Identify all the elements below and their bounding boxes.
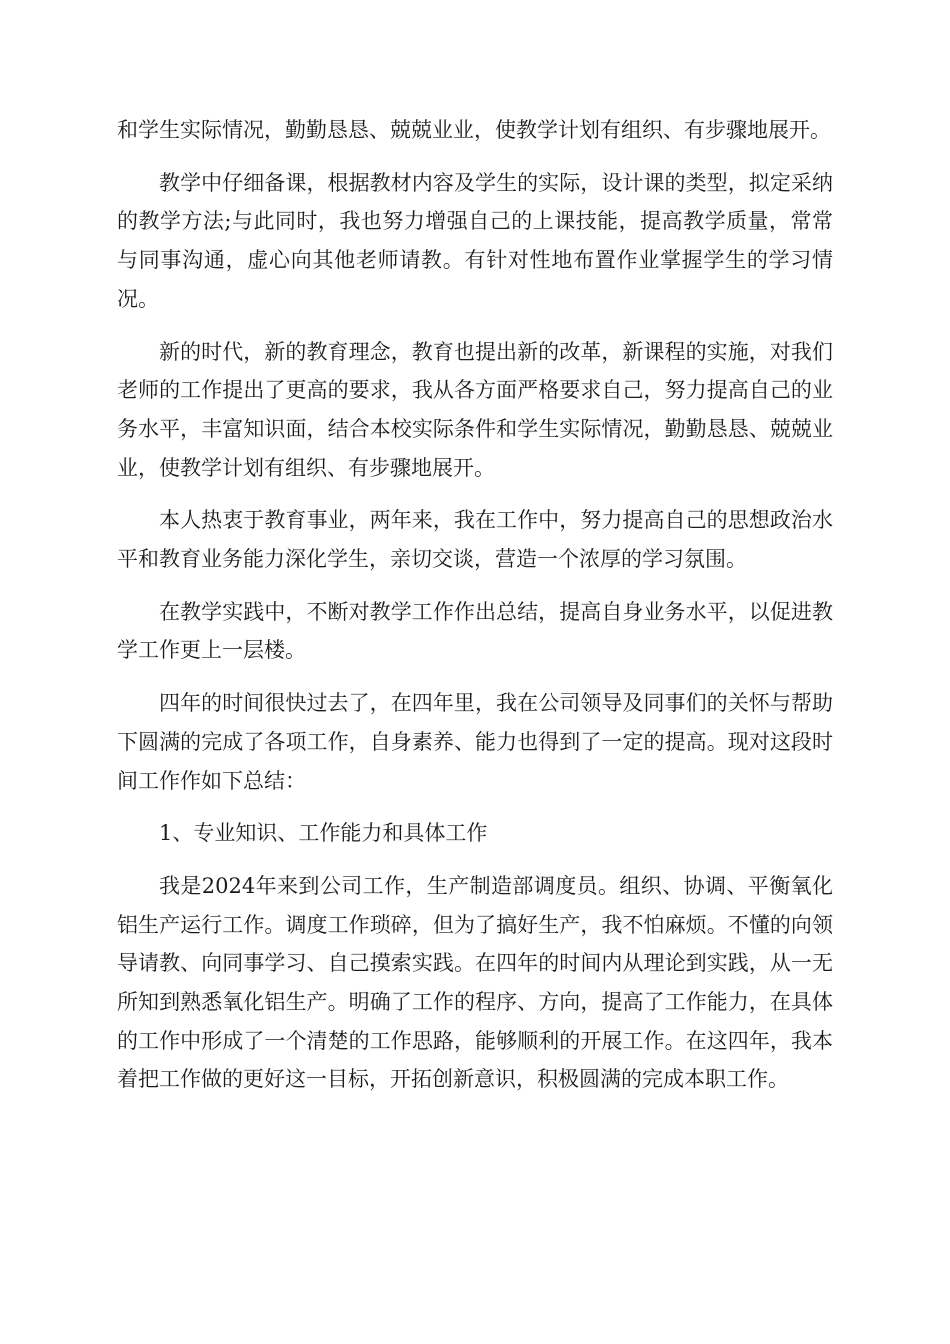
paragraph: 本人热衷于教育事业，两年来，我在工作中，努力提高自己的思想政治水平和教育业务能力深化学生，亲切交谈，营造一个浓厚的学习氛围。 (117, 508, 833, 572)
paragraph: 教学中仔细备课，根据教材内容及学生的实际，设计课的类型，拟定采纳的教学方法;与此同时，我也努力增强自己的上课技能，提高教学质量，常常与同事沟通，虚心向其他老师请教。有针对性地布置作业掌握学生的学习情况。 (117, 170, 833, 311)
paragraph: 新的时代，新的教育理念，教育也提出新的改革，新课程的实施，对我们老师的工作提出了更高的要求，我从各方面严格要求自己，努力提高自己的业务水平，丰富知识面，结合本校实际条件和学生实际情况，勤勤恳恳、兢兢业业，使教学计划有组织、有步骤地展开。 (117, 339, 833, 480)
document-body (117, 111, 833, 1113)
paragraph: 四年的时间很快过去了，在四年里，我在公司领导及同事们的关怀与帮助下圆满的完成了各项工作，自身素养、能力也得到了一定的提高。现对这段时间工作作如下总结： (117, 691, 833, 793)
section-heading: 1、专业知识、工作能力和具体工作 (159, 821, 488, 846)
paragraph: 在教学实践中，不断对教学工作作出总结，提高自身业务水平，以促进教学工作更上一层楼。 (117, 599, 833, 663)
paragraph: 我是2024年来到公司工作，生产制造部调度员。组织、协调、平衡氧化铝生产运行工作。调度工作琐碎，但为了搞好生产，我不怕麻烦。不懂的向领导请教、向同事学习、自己摸索实践。在四年的时间内从理论到实践，从一无所知到熟悉氧化铝生产。明确了工作的程序、方向，提高了工作能力，在具体的工作中形成了一个清楚的工作思路，能够顺利的开展工作。在这四年，我本着把工作做的更好这一目标，开拓创新意识，积极圆满的完成本职工作。 (117, 873, 833, 1092)
paragraph: 和学生实际情况，勤勤恳恳、兢兢业业，使教学计划有组织、有步骤地展开。 (117, 118, 831, 142)
